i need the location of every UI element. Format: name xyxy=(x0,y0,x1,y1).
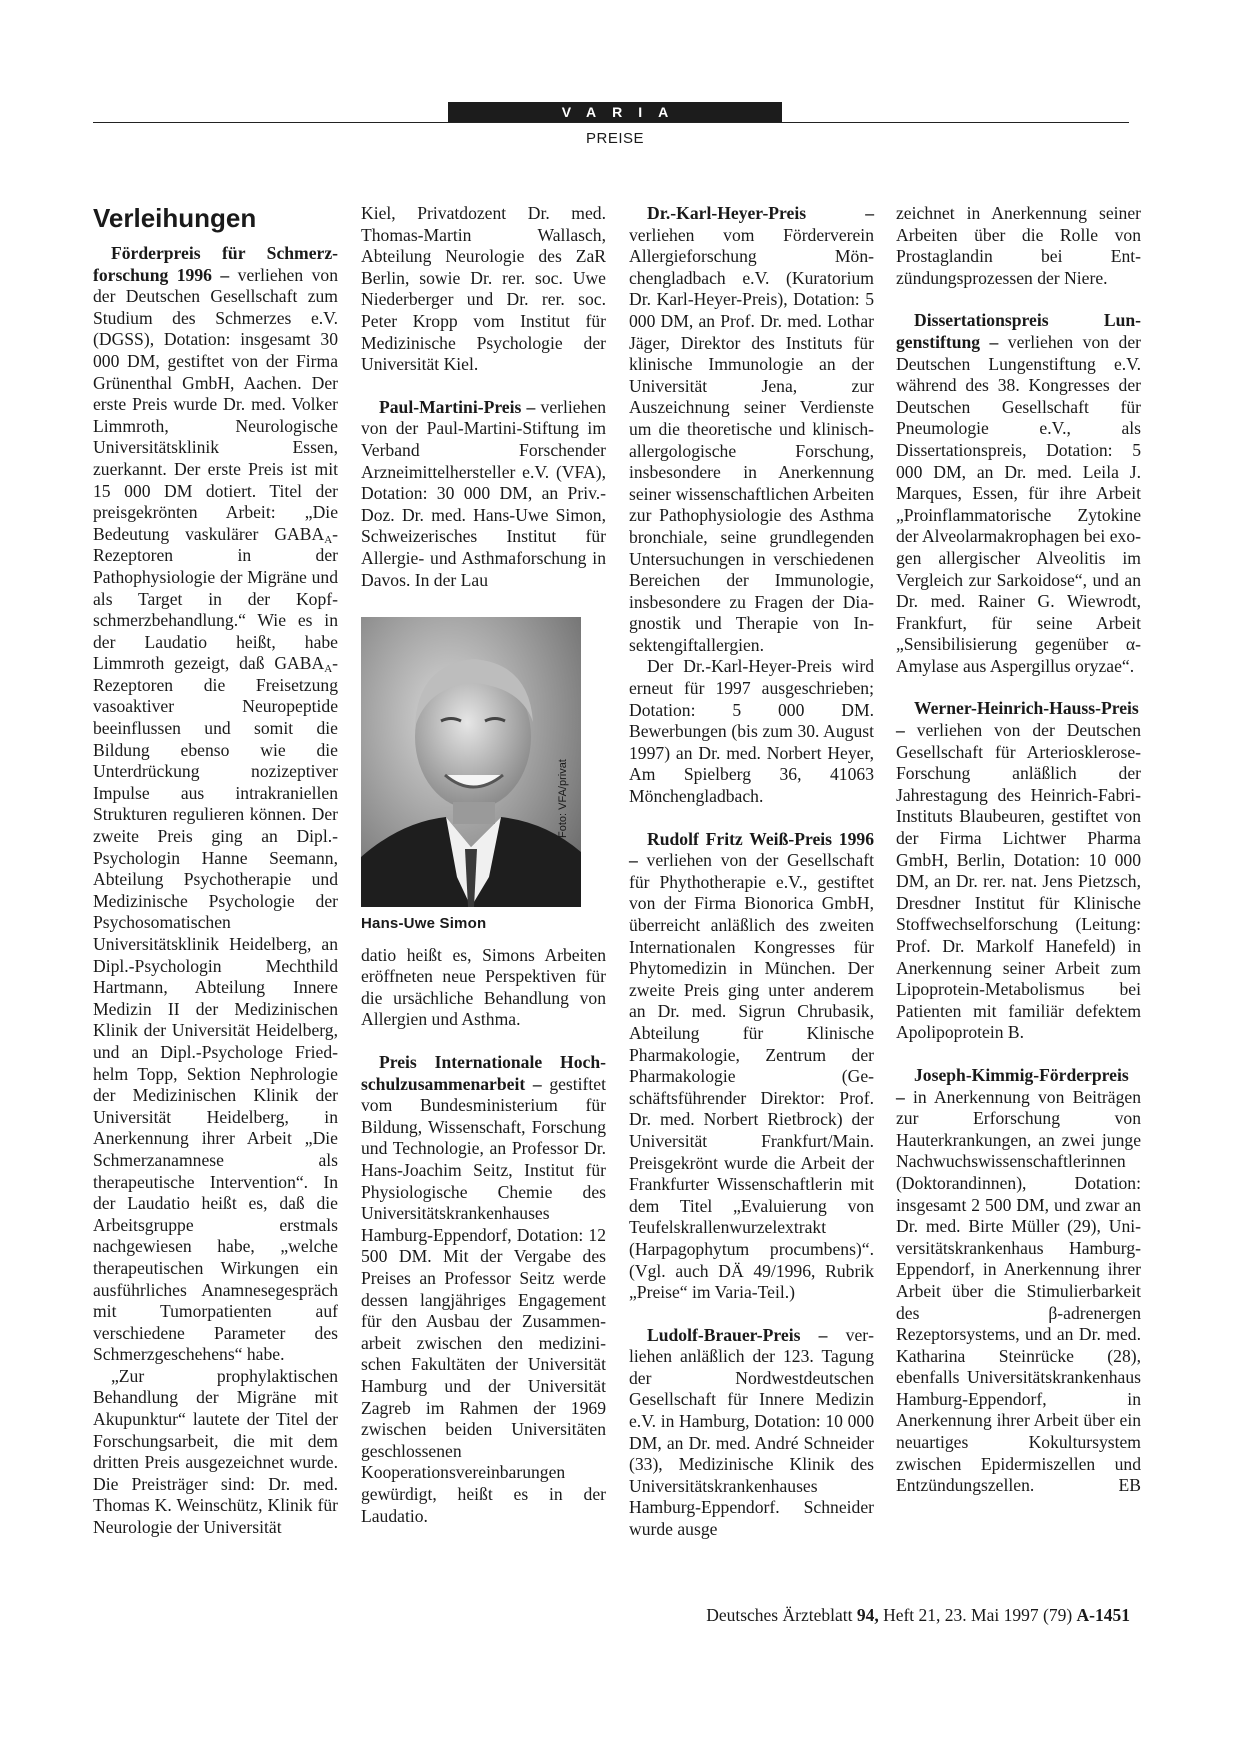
award-title: Dr.-Karl-Heyer-Preis – xyxy=(647,203,874,223)
page-number: A-1451 xyxy=(1076,1605,1130,1625)
portrait-figure xyxy=(361,617,606,935)
body-text: verliehen vom Förderverein Allergieforschung Mönchengladbach e.V. (Kuratorium Dr. Karl-Heyer-Preis), Dotation: 5 000 DM, an Prof. Dr. med. Lothar Jäger, Direktor des Instituts für klinische Immunologie an der Universität Jena, zur Auszeichnung seiner Verdienste um die theoretische und klinisch-allergologische Forschung, insbesondere in Anerkennung seiner wissenschaftlichen Arbeiten zur Pathophysiologie des Asthma bronchiale, seine grundlegenden Untersuchungen in verschiedenen Bereichen der Immunologie, insbesondere zu Fragen der Diagnostik und Therapie von Insektengiftallergien. xyxy=(629,224,874,655)
subscript: A xyxy=(324,663,333,676)
article-joseph-kimmig xyxy=(896,1065,1141,1497)
paragraph: datio heißt es, Simons Arbeiten eröffneten neue Perspektiven für die ursächliche Behandlung von Allergien und Asthma. xyxy=(361,944,606,1030)
body-text: verliehen von der Paul-Martini-Stiftung im Verband Forschender Arzneimittelhersteller e.V. (VFA), Dotation: 30 000 DM, an Priv.-Doz. Dr. med. Hans-Uwe Simon, Schweizerisches Institut für Allergie- und Asthmaforschung in Davos. In der Lau xyxy=(361,396,606,590)
page-footer xyxy=(600,1605,1130,1626)
award-title: Preis Internationale Hochschulzusammenarbeit – xyxy=(361,1052,606,1094)
article-hochschulzusammenarbeit xyxy=(361,1052,606,1527)
portrait-illustration xyxy=(361,617,581,907)
award-title: Rudolf Fritz Weiß-Preis 1996 – xyxy=(629,828,874,871)
article-rudolf-fritz-weiss xyxy=(629,829,874,1304)
paragraph: Der Dr.-Karl-Heyer-Preis wird erneut für 1997 ausgeschrieben; Dotation: 5 000 DM. Bewerbungen (bis zum 30. August 1997) an Dr. med. Norbert Heyer, Am Spielberg 36, 41063 Mönchengladbach. xyxy=(629,656,874,807)
journal-issue: Heft 21, 23. Mai 1997 (79) xyxy=(878,1605,1077,1625)
photo-caption: Hans-Uwe Simon xyxy=(361,915,487,933)
body-text: verliehen von der Gesellschaft für Phythotherapie e.V., gestiftet von der Firma Bionorica GmbH, überreicht anläßlich des zweiten Internationalen Kongresses für Phytomedizin in München. Der zweite Preis ging unter anderem an Dr. med. Sigrun Chrubasik, Abteilung für Klinische Pharmakologie, Zentrum der Pharmakologie (Geschäftsführender Direktor: Prof. Dr. med. Norbert Rietbrock) der Universität Frankfurt/Main. Preisgekrönt wurde die Arbeit der Frankfurter Wissenschaftlerin mit dem Titel „Evaluierung von Teufelskrallenwurzelextrakt (Harpagophytum procumbens)“. (Vgl. auch DÄ 49/1996, Rubrik „Preise“ im Varia-Teil.) xyxy=(629,850,874,1303)
section-label: VARIA xyxy=(448,102,782,122)
author-signature: EB xyxy=(1118,1475,1141,1496)
column-4 xyxy=(896,203,1141,1497)
paragraph: „Zur prophylaktischen Behandlung der Migräne mit Akupunktur“ lautete der Titel der Forschungsarbeit, die mit dem dritten Preis ausgezeichnet wurde. Die Preisträger sind: Dr. med. Thomas K. Weinschütz, Klinik für Neurologie der Universität xyxy=(93,1365,338,1538)
article-paul-martini xyxy=(361,397,606,591)
award-title: Ludolf-Brauer-Preis – xyxy=(647,1324,828,1345)
journal-volume: 94, xyxy=(856,1605,879,1625)
article-ludolf-brauer xyxy=(629,1325,874,1541)
body-text: verliehen von der Deutschen Gesellschaft für Arteriosklerose-Forschung anläßlich der Jahrestagung des Heinrich-Fabri-Instituts Blaubeuren, gestiftet von der Firma Lichtwer Pharma GmbH, Berlin, Dotation: 10 000 DM, an Dr. rer. nat. Jens Pietzsch, Dresdner Institut für Klinische Stoffwechselforschung (Leitung: Prof. Dr. Markolf Hanefeld) in Anerkennung seiner Arbeit zum Lipoprotein-Metabolismus bei Patienten mit familiär defektem Apolipoprotein B. xyxy=(896,720,1141,1043)
body-text: in Anerkennung von Beiträgen zur Erforschung von Hauterkrankungen, an zwei junge Nachwuchswissenschaftlerinnen (Doktorandinnen), Dotation: insgesamt 2 500 DM, und zwar an Dr. med. Birte Müller (29), Universitätskrankenhaus Hamburg-Eppendorf, in Anerkennung ihrer Arbeit über die Stimulierbarkeit des β-adrenergen Rezeptorsystems, und an Dr. med. Katharina Steinrücke (28), ebenfalls Universitätskrankenhaus Hamburg-Eppendorf, in Anerkennung ihrer Arbeit über ein neuartiges Kokultursystem zwischen Epidermiszellen und Entzündungszellen. xyxy=(896,1086,1141,1496)
body-text: verliehen von der Deutschen Lungenstiftung e.V. während des 38. Kongresses der Deutschen Gesellschaft für Pneumologie e.V., als Dissertationspreis, Dotation: 5 000 DM, an Dr. med. Leila J. Marques, Essen, für ihre Arbeit „Proinflammatorische Zytokine der Alveolarmakrophagen bei exogen allergischer Alveolitis im Vergleich zur Sarkoidose“, und an Dr. med. Rainer G. Wiewrodt, Frankfurt, für seine Arbeit „Sensibilisierung gegenüber α-Amylase aus Aspergillus oryzae“. xyxy=(896,331,1141,676)
award-title: Joseph-Kimmig-Förderpreis – xyxy=(896,1064,1129,1107)
page-title: Verleihungen xyxy=(93,203,257,233)
paragraph: Kiel, Privatdozent Dr. med. Thomas-Martin Wallasch, Abteilung Neurologie des ZaR Berlin, sowie Dr. rer. soc. Uwe Niederberger und Dr. rer. soc. Peter Kropp vom Institut für Medizinische Psychologie der Universität Kiel. xyxy=(361,203,606,375)
portrait-photo xyxy=(361,617,581,907)
body-text: gestiftet vom Bundesministerium für Bildung, Wissenschaft, Forschung und Technologie, an Professor Dr. Hans-Joachim Seitz, Institut für Physiologische Chemie des Universitätskrankenhauses Hamburg-Eppendorf, Dotation: 12 500 DM. Mit der Vergabe des Preises an Professor Seitz werde dessen langjähriges Engagement für den Ausbau der Zusammenarbeit zwischen den medizinischen Fakultäten der Universität Hamburg und der Universität Zagreb im Rahmen der 1969 zwischen beiden Universitäten geschlossenen Kooperationsvereinbarungen gewürdigt, heißt es in der Laudatio. xyxy=(361,1073,606,1526)
article-karl-heyer xyxy=(629,203,874,656)
award-title: Förderpreis für Schmerzforschung 1996 – xyxy=(93,243,338,285)
body-text: verliehen von der Deutschen Gesellschaft zum Studium des Schmerzes e.V. (DGSS), Dotation: insgesamt 30 000 DM, gestiftet von der Firma Grünenthal GmbH, Aachen. Der erste Preis wurde Dr. med. Volker Limmroth, Neurologische Universitätsklinik Essen, zuerkannt. Der erste Preis ist mit 15 000 DM dotiert. Titel der preisgekrönten Arbeit: „Die Bedeutung vaskulärer GABA xyxy=(93,264,338,544)
column-1 xyxy=(93,203,338,1539)
award-title: Paul-Martini-Preis – xyxy=(379,396,536,417)
photo-credit: Foto: VFA/privat xyxy=(557,759,569,838)
column-2 xyxy=(361,203,606,1527)
journal-name: Deutsches Ärzteblatt xyxy=(706,1605,857,1625)
article-schmerzforschung xyxy=(93,243,338,1366)
paragraph: zeichnet in Anerkennung seiner Arbeiten über die Rolle von Prostaglandin bei Entzündungsprozessen der Niere. xyxy=(896,203,1141,288)
subscript: A xyxy=(324,533,333,546)
article-lungenstiftung xyxy=(896,310,1141,677)
column-3 xyxy=(629,203,874,1541)
article-werner-heinrich-hauss xyxy=(896,698,1141,1044)
header-rule xyxy=(93,122,1129,123)
subsection-label: PREISE xyxy=(585,130,645,147)
body-text: verliehen anläßlich der 123. Tagung der Nordwestdeutschen Gesellschaft für Innere Medizin e.V. in Hamburg, Dotation: 10 000 DM, an Dr. med. André Schneider (33), Medizinische Klinik des Universitätskrankenhauses Hamburg-Eppendorf. Schneider wurde ausge xyxy=(629,1324,874,1540)
body-text: -Rezeptoren die Freisetzung vasoaktiver Neuropeptide beeinflussen und somit die Bildung ebenso wie die Unterdrückung nozizeptiver Impulse aus intrakraniellen Strukturen regulieren können. Der zweite Preis ging an Dipl.-Psychologin Hanne Seemann, Abteilung Psychotherapie und Medizinische Psychologie der Psychosomatischen Universitätsklinik Heidelberg, an Dipl.-Psychologin Mechthild Hartmann, Abteilung Innere Medizin II der Medizinischen Klinik der Universität Heidelberg, und an Dipl.-Psychologe Friedhelm Topp, Sektion Nephrologie der Medizinischen Klinik der Universität Heidelberg, in Anerkennung ihrer Arbeit „Die Schmerzanamnese als therapeutische Intervention“. In der Laudatio heißt es, daß die Arbeitsgruppe erstmals nachgewiesen habe, „welche therapeutischen Wirkungen ein ausführliches Anamnesegespräch mit Tumorpatienten auf verschiedene Parameter des Schmerzgeschehens“ habe. xyxy=(93,653,338,1365)
award-title: Dissertationspreis Lungenstiftung – xyxy=(896,310,1141,352)
body-text: -Rezeptoren in der Pathophysiologie der Migräne und als Target in der Kopfschmerzbehandlung.“ Wie es in der Laudatio heißt, habe Limmroth gezeigt, daß GABA xyxy=(93,523,338,674)
award-title: Werner-Heinrich-Hauss-Preis – xyxy=(896,698,1139,741)
